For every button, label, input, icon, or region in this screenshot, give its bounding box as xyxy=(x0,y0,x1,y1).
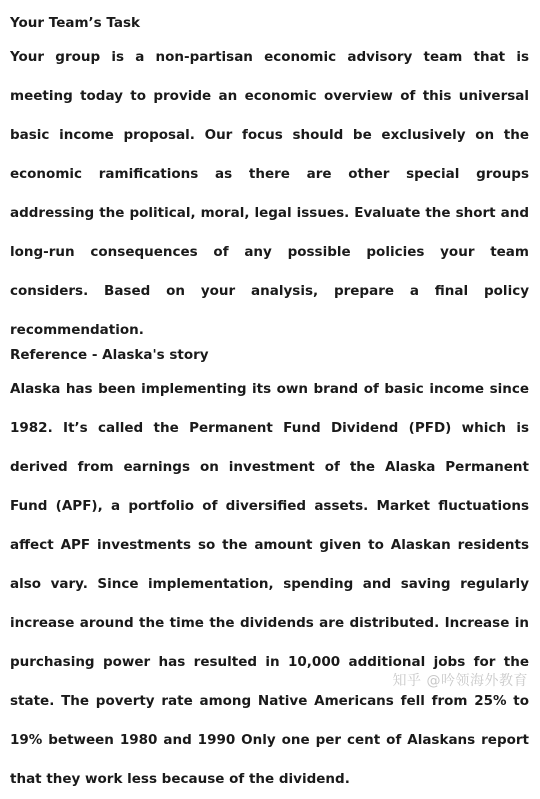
section-title-team-task: Your Team’s Task xyxy=(10,15,140,31)
section-body-alaska: Alaska has been implementing its own brand of basic income since 1982. It’s called the Permanent Fund Dividend (PFD) which is derived from earnings on investment of the Alaska Permanent Fund (APF), a portfolio of diversified assets. Market fluctuations affect APF investments so the amount given to Alaskan residents also vary. Since implementation, spending and saving regularly increase around the time the dividends are distributed. Increase in purchasing power has resulted in 10,000 additional jobs for the state. The poverty rate among Native Americans fell from 25% to 19% between 1980 and 1990 Only one per cent of Alaskans report that they work less because of the dividend. xyxy=(10,381,529,787)
watermark: 知乎 @吟领海外教育 xyxy=(392,673,528,689)
section-body-team-task: Your group is a non-partisan economic advisory team that is meeting today to provide an economic overview of this universal basic income proposal. Our focus should be exclusively on the economic ramifications as there are other special groups addressing the political, moral, legal issues. Evaluate the short and long-run consequences of any possible policies your team considers. Based on your analysis, prepare a final policy recommendation. xyxy=(10,49,529,338)
section-title-reference: Reference - Alaska's story xyxy=(10,347,209,363)
